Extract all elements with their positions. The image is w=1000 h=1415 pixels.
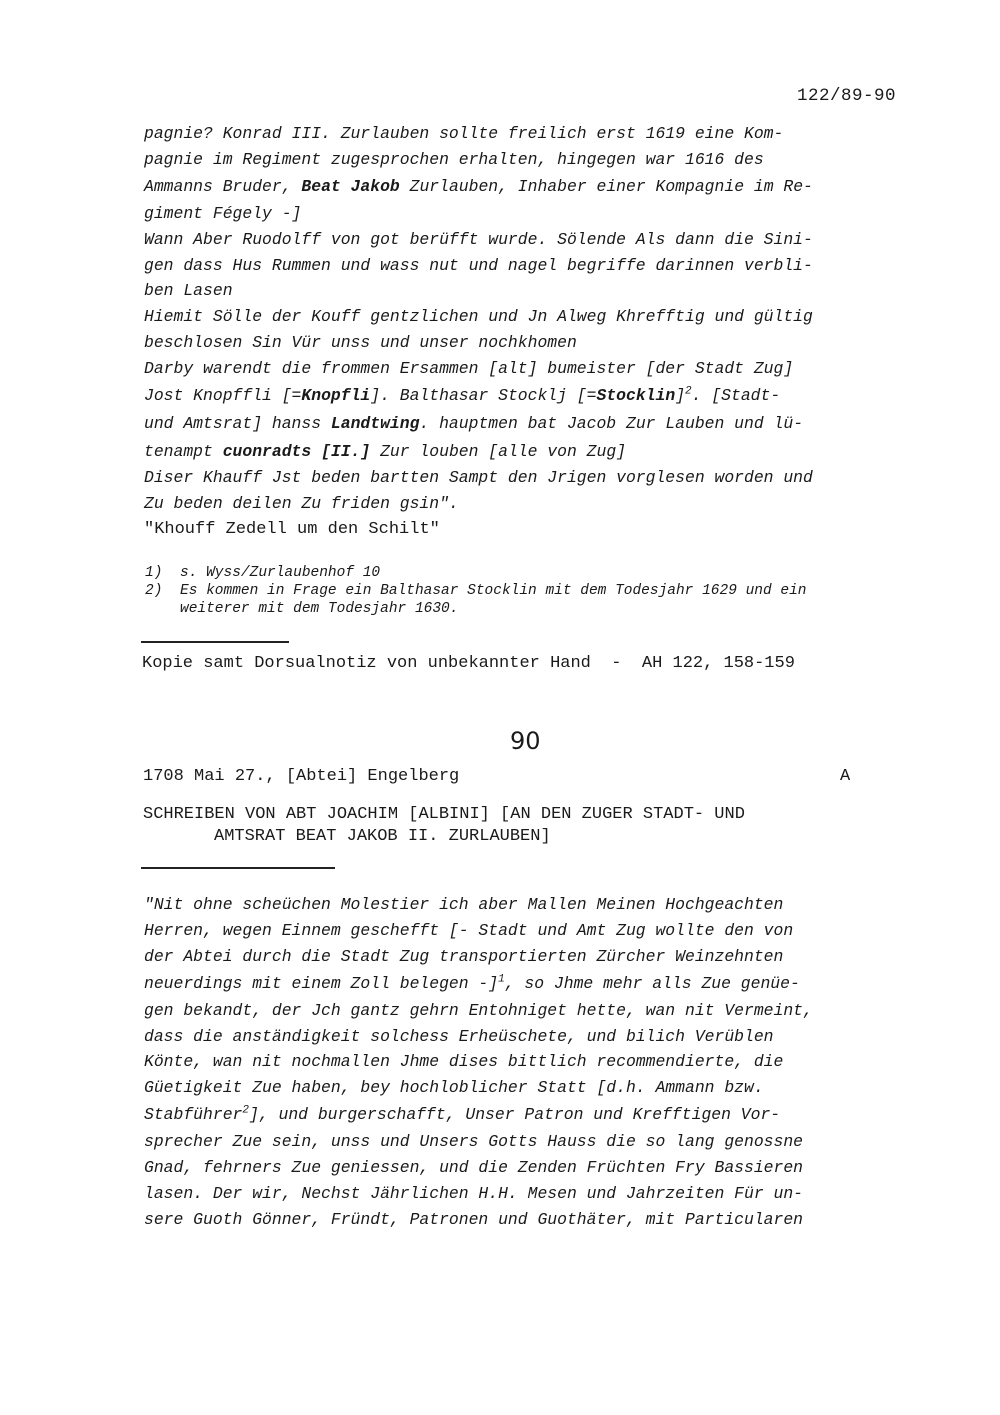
text-line: Diser Khauff Jst beden bartten Sampt den Jrigen vorglesen worden und — [144, 468, 813, 487]
document-type: A — [840, 767, 851, 786]
footnote-text: weiterer mit dem Todesjahr 1630. — [180, 601, 459, 617]
footnote-number: 1) — [145, 565, 163, 581]
footnote-ref: 1 — [498, 973, 505, 986]
text-line: sere Guoth Gönner, Fründt, Patronen und Guothäter, mit Particularen — [144, 1210, 804, 1229]
text-line: beschlosen Sin Vür unss und unser nochkhomen — [144, 333, 577, 352]
divider — [141, 641, 289, 643]
text-line: pagnie im Regiment zugesprochen erhalten, hingegen war 1616 des — [144, 150, 764, 169]
text-line: Darby warendt die frommen Ersammen [alt] bumeister [der Stadt Zug] — [144, 359, 794, 378]
text-line: giment Fégely -] — [144, 204, 302, 223]
text-line: Wann Aber Ruodolff von got berüfft wurde. Sölende Als dann die Sini- — [144, 230, 813, 249]
name-landtwing: Landtwing — [330, 414, 420, 433]
closing-title: "Khouff Zedell um den Schilt" — [144, 520, 440, 539]
text-line: tenampt cuonradts [II.] Zur louben [alle von Zug] — [144, 442, 626, 461]
name-cuonradts: cuonradts [II.] — [222, 442, 371, 461]
text-line: dass die anständigkeit solchess Erheüschete, und bilich Verüblen — [144, 1027, 774, 1046]
footnote-number: 2) — [145, 583, 163, 599]
text-line: Hiemit Sölle der Kouff gentzlichen und Jn Alweg Khrefftig und gültig — [144, 307, 813, 326]
text-line: ben Lasen — [144, 281, 233, 300]
name-knopfli: Knopfli — [301, 386, 371, 405]
text-line: neuerdings mit einem Zoll belegen -]$^1$, so Jhme mehr alls Zue genüe- — [144, 973, 800, 993]
text-line: Zu beden deilen Zu friden gsin". — [144, 494, 459, 513]
page-number: 122/89-90 — [797, 86, 897, 106]
document-number: 90 — [510, 727, 541, 755]
source-note: Kopie samt Dorsualnotiz von unbekannter Hand - AH 122, 158-159 — [142, 654, 795, 673]
document-date-place: 1708 Mai 27., [Abtei] Engelberg — [143, 767, 460, 786]
text-line: pagnie? Konrad III. Zurlauben sollte freilich erst 1619 eine Kom- — [144, 124, 784, 143]
footnote-ref: 2 — [685, 385, 692, 398]
document-title-line: AMTSRAT BEAT JAKOB II. ZURLAUBEN] — [214, 827, 551, 846]
text-line: Jost Knopffli [=Knopfli]. Balthasar Stocklj [=Stocklin]$^2$. [Stadt- — [144, 385, 781, 405]
text-line: der Abtei durch die Stadt Zug transportierten Zürcher Weinzehnten — [144, 947, 784, 966]
divider — [141, 867, 335, 869]
text-line: gen dass Hus Rummen und wass nut und nagel begriffe darinnen verbli- — [144, 256, 813, 275]
text-line: lasen. Der wir, Nechst Jährlichen H.H. Mesen und Jahrzeiten Für un- — [144, 1184, 804, 1203]
text-line: Ammanns Bruder, Beat Jakob Zurlauben, Inhaber einer Kompagnie im Re- — [144, 177, 813, 196]
name-beat-jakob: Beat Jakob — [301, 177, 400, 196]
name-stocklin: Stocklin — [596, 386, 676, 405]
text-line: "Nit ohne scheüchen Molestier ich aber Mallen Meinen Hochgeachten — [144, 895, 784, 914]
document-title-line: SCHREIBEN VON ABT JOACHIM [ALBINI] [AN DEN ZUGER STADT- UND — [143, 805, 745, 824]
text-line: gen bekandt, der Jch gantz gehrn Entohniget hette, wan nit Vermeint, — [144, 1001, 813, 1020]
footnote-text: s. Wyss/Zurlaubenhof 10 — [180, 565, 381, 581]
footnote-text: Es kommen in Frage ein Balthasar Stocklin mit dem Todesjahr 1629 und ein — [180, 583, 807, 599]
text-line: Herren, wegen Einnem geschefft [- Stadt und Amt Zug wollte den von — [144, 921, 794, 940]
text-line: Güetigkeit Zue haben, bey hochloblicher Statt [d.h. Ammann bzw. — [144, 1078, 764, 1097]
text-line: und Amtsrat] hanss Landtwing. hauptmen bat Jacob Zur Lauben und lü- — [144, 414, 804, 433]
footnote-ref: 2 — [242, 1104, 249, 1117]
text-line: Stabführer$^2$], und burgerschafft, Unser Patron und Krefftigen Vor- — [144, 1104, 781, 1124]
text-line: sprecher Zue sein, unss und Unsers Gotts Hauss die so lang genossne — [144, 1132, 804, 1151]
text-line: Könte, wan nit nochmallen Jhme dises bittlich recommendierte, die — [144, 1052, 784, 1071]
text-line: Gnad, fehrners Zue geniessen, und die Zenden Früchten Fry Bassieren — [144, 1158, 804, 1177]
